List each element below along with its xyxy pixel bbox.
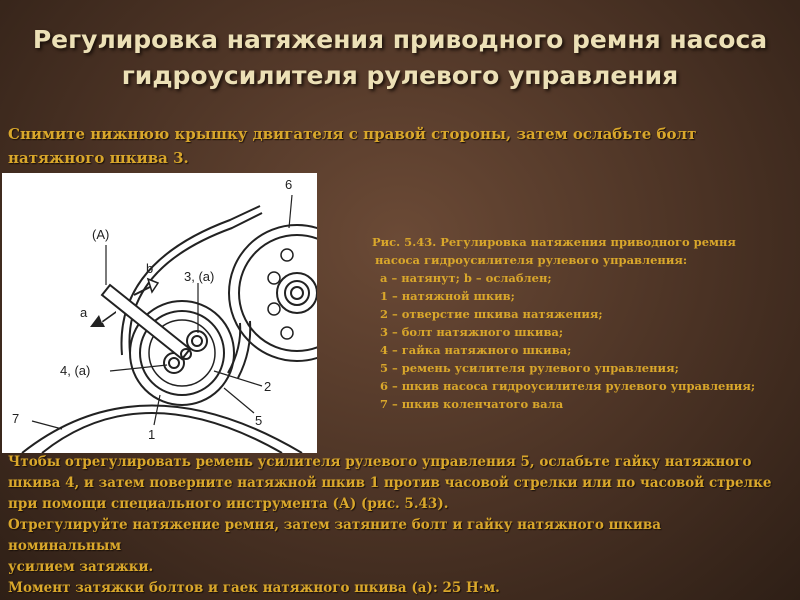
caption-item: 6 – шкив насоса гидроусилителя рулевого управления; [380, 379, 756, 393]
caption-title: Рис. 5.43. Регулировка натяжения приводного ремня [372, 235, 736, 249]
label-1: 1 [148, 427, 156, 442]
paragraph-line: при помощи специального инструмента (А) (рис. 5.43). [8, 496, 449, 512]
paragraph-line: усилием затяжки. [8, 559, 154, 575]
caption-item: 2 – отверстие шкива натяжения; [380, 307, 603, 321]
caption-item: 3 – болт натяжного шкива; [380, 325, 564, 339]
label-7: 7 [12, 411, 20, 426]
label-6: 6 [285, 177, 293, 192]
caption-item: 7 – шкив коленчатого вала [380, 397, 564, 411]
label-2: 2 [264, 379, 272, 394]
belt-tensioner-diagram [2, 173, 317, 453]
figure-caption [366, 233, 796, 413]
intro-line-2: натяжного шкива 3. [8, 149, 189, 167]
torque-spec: Момент затяжки болтов и гаек натяжного шкива (а): 25 Н·м. [8, 580, 500, 596]
label-4a: 4, (a) [60, 363, 91, 378]
label-5: 5 [255, 413, 263, 428]
title-line-2: гидроусилителя рулевого управления [121, 61, 679, 90]
caption-item: 5 – ремень усилителя рулевого управления; [380, 361, 679, 375]
paragraph-line: шкива 4, и затем поверните натяжной шкив 1 против часовой стрелки или по часовой стрелке [8, 475, 772, 491]
caption-subtitle: насоса гидроусилителя рулевого управления: [375, 253, 688, 267]
label-a-tool: (A) [92, 227, 110, 242]
instructions-text [8, 452, 778, 599]
special-tool [102, 285, 190, 359]
paragraph-line: Чтобы отрегулировать ремень усилителя рулевого управления 5, ослабьте гайку натяжного [8, 454, 752, 470]
diagram-svg [2, 173, 317, 453]
label-a: a [80, 305, 88, 320]
tighten-arrow [90, 311, 116, 327]
caption-item: а – натянут; b – ослаблен; [380, 271, 552, 285]
caption-item: 1 – натяжной шкив; [380, 289, 515, 303]
label-b: b [146, 261, 154, 276]
slide-title [20, 22, 780, 94]
label-3a: 3, (a) [184, 269, 215, 284]
title-line-1: Регулировка натяжения приводного ремня насоса [32, 25, 768, 54]
intro-paragraph [8, 122, 728, 170]
paragraph-line: Отрегулируйте натяжение ремня, затем затяните болт и гайку натяжного шкива номинальным [8, 517, 662, 554]
caption-item: 4 – гайка натяжного шкива; [380, 343, 572, 357]
intro-line-1: Снимите нижнюю крышку двигателя с правой стороны, затем ослабьте болт [8, 125, 697, 143]
